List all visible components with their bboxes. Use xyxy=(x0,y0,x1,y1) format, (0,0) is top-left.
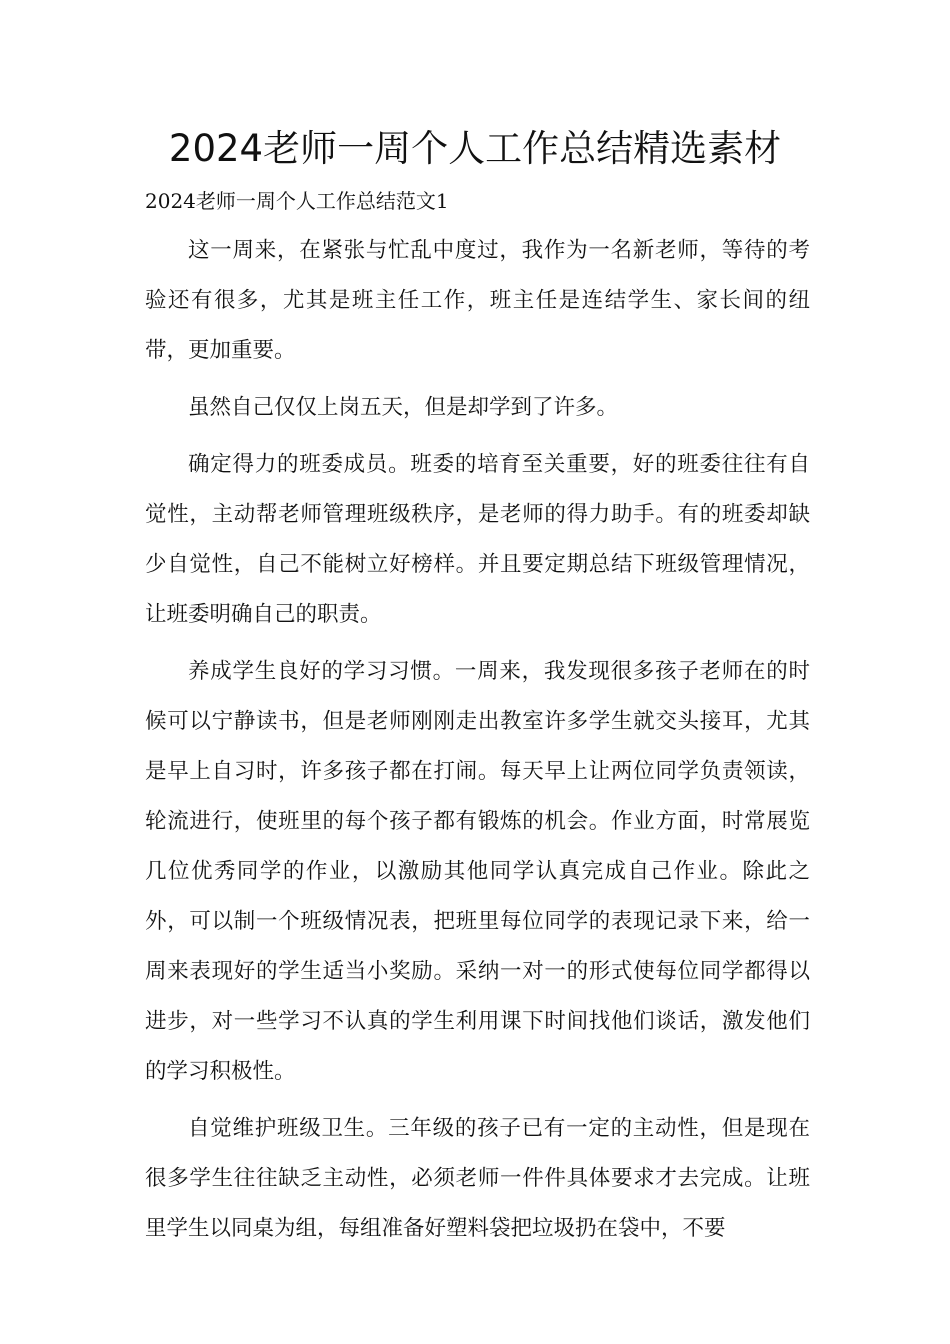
document-title: 2024老师一周个人工作总结精选素材 xyxy=(168,127,782,170)
paragraph: 养成学生良好的学习习惯。一周来，我发现很多孩子老师在的时候可以宁静读书，但是老师刚刚走出教室许多学生就交头接耳，尤其是早上自习时，许多孩子都在打闹。每天早上让两位同学负责领读，轮流进行，使班里的每个孩子都有锻炼的机会。作业方面，时常展览几位优秀同学的作业，以激励其他同学认真完成自己作业。除此之外，可以制一个班级情况表，把班里每位同学的表现记录下来，给一周来表现好的学生适当小奖励。采纳一对一的形式使每位同学都得以进步，对一些学习不认真的学生利用课下时间找他们谈话，激发他们的学习积极性。 xyxy=(145,659,810,1084)
document-body xyxy=(145,226,810,1261)
document-subtitle: 2024老师一周个人工作总结范文1 xyxy=(145,189,449,213)
paragraph: 自觉维护班级卫生。三年级的孩子已有一定的主动性，但是现在很多学生往往缺乏主动性，必须老师一件件具体要求才去完成。让班里学生以同桌为组，每组准备好塑料袋把垃圾扔在袋中，不要 xyxy=(145,1116,810,1241)
paragraph: 虽然自己仅仅上岗五天，但是却学到了许多。 xyxy=(188,395,619,420)
paragraph: 确定得力的班委成员。班委的培育至关重要，好的班委往往有自觉性，主动帮老师管理班级秩序，是老师的得力助手。有的班委却缺少自觉性，自己不能树立好榜样。并且要定期总结下班级管理情况，让班委明确自己的职责。 xyxy=(145,452,810,627)
paragraph: 这一周来，在紧张与忙乱中度过，我作为一名新老师，等待的考验还有很多，尤其是班主任工作，班主任是连结学生、家长间的纽带，更加重要。 xyxy=(145,238,810,363)
